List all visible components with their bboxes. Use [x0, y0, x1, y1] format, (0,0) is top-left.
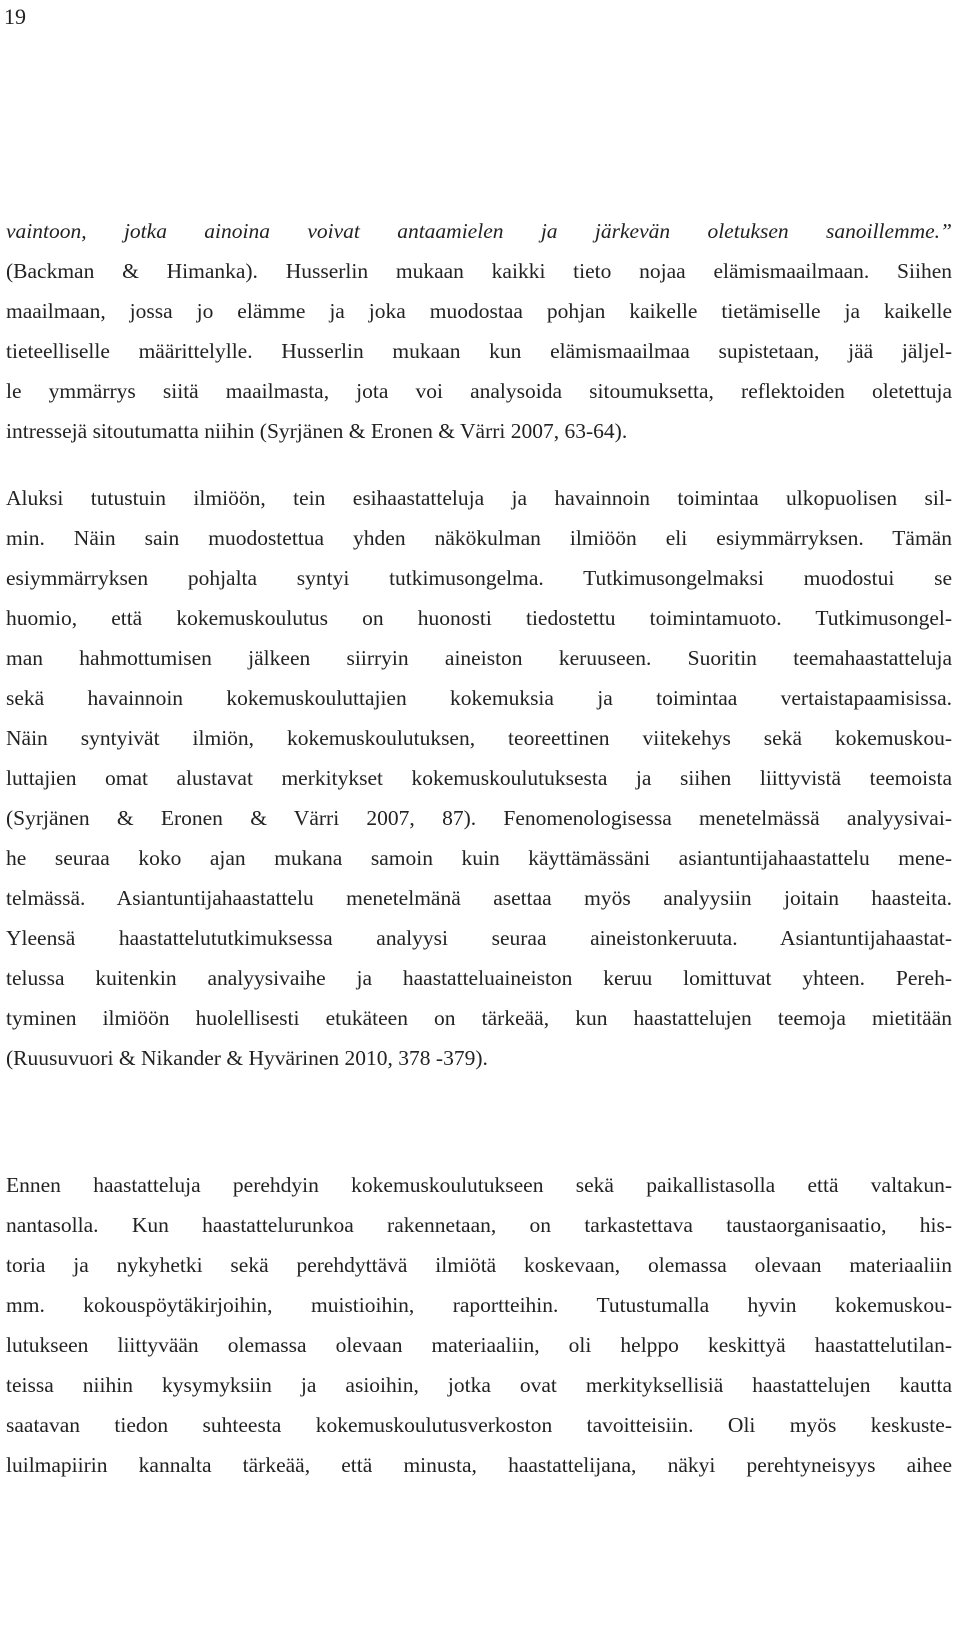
- text-line: Ennen haastatteluja perehdyin kokemuskoulutukseen sekä paikallistasolla että valtakun-: [6, 1173, 952, 1197]
- text-line: huomio, että kokemuskoulutus on huonosti tiedostettu toimintamuoto. Tutkimusongel-: [6, 606, 952, 630]
- text-line: le ymmärrys siitä maailmasta, jota voi analysoida sitoumuksetta, reflektoiden oletettuja: [6, 379, 952, 403]
- text-line: tieteelliselle määrittelylle. Husserlin mukaan kun elämismaailmaa supistetaan, jää jäljel-: [6, 339, 952, 363]
- text-line: maailmaan, jossa jo elämme ja joka muodostaa pohjan kaikelle tietämiselle ja kaikelle: [6, 299, 952, 323]
- page-number: 19: [4, 4, 26, 29]
- text-line: (Ruusuvuori & Nikander & Hyvärinen 2010, 378 -379).: [6, 1046, 488, 1070]
- text-line: toria ja nykyhetki sekä perehdyttävä ilmiötä koskevaan, olemassa olevaan materiaaliin: [6, 1253, 952, 1277]
- paragraph-gap: [6, 1078, 952, 1165]
- text-line: man hahmottumisen jälkeen siirryin aineiston keruuseen. Suoritin teemahaastatteluja: [6, 646, 952, 670]
- paragraph: [6, 211, 952, 451]
- text-line: mm. kokouspöytäkirjoihin, muistioihin, raportteihin. Tutustumalla hyvin kokemuskou-: [6, 1293, 952, 1317]
- text-line: Yleensä haastattelututkimuksessa analyysi seuraa aineistonkeruuta. Asiantuntijahaastat-: [6, 926, 952, 950]
- text-line: luttajien omat alustavat merkitykset kokemuskoulutuksesta ja siihen liittyvistä teemoista: [6, 766, 952, 790]
- paragraph: [6, 1165, 952, 1485]
- document-body: [6, 211, 952, 1485]
- text-line: telussa kuitenkin analyysivaihe ja haastatteluaineiston keruu lomittuvat yhteen. Pereh-: [6, 966, 952, 990]
- text-line: Näin syntyivät ilmiön, kokemuskoulutuksen, teoreettinen viitekehys sekä kokemuskou-: [6, 726, 952, 750]
- text-line: he seuraa koko ajan mukana samoin kuin käyttämässäni asiantuntijahaastattelu mene-: [6, 846, 952, 870]
- paragraph: [6, 478, 952, 1078]
- text-line: tyminen ilmiöön huolellisesti etukäteen on tärkeää, kun haastattelujen teemoja mietitään: [6, 1006, 952, 1030]
- text-line: (Syrjänen & Eronen & Värri 2007, 87). Fenomenologisessa menetelmässä analyysivai-: [6, 806, 952, 830]
- paragraph-gap: [6, 451, 952, 478]
- text-line: esiymmärryksen pohjalta syntyi tutkimusongelma. Tutkimusongelmaksi muodostui se: [6, 566, 952, 590]
- text-line: telmässä. Asiantuntijahaastattelu menetelmänä asettaa myös analyysiin joitain haasteita.: [6, 886, 952, 910]
- text-line: Aluksi tutustuin ilmiöön, tein esihaastatteluja ja havainnoin toimintaa ulkopuolisen sil-: [6, 486, 952, 510]
- text-line: lutukseen liittyvään olemassa olevaan materiaaliin, oli helppo keskittyä haastattelutilan-: [6, 1333, 952, 1357]
- text-line: teissa niihin kysymyksiin ja asioihin, jotka ovat merkityksellisiä haastattelujen kautta: [6, 1373, 952, 1397]
- text-line: (Backman & Himanka). Husserlin mukaan kaikki tieto nojaa elämismaailmaan. Siihen: [6, 259, 952, 283]
- text-line: vaintoon, jotka ainoina voivat antaamielen ja järkevän oletuksen sanoillemme.”: [6, 219, 952, 243]
- text-line: saatavan tiedon suhteesta kokemuskoulutusverkoston tavoitteisiin. Oli myös keskuste-: [6, 1413, 952, 1437]
- text-line: nantasolla. Kun haastattelurunkoa rakennetaan, on tarkastettava taustaorganisaatio, his-: [6, 1213, 952, 1237]
- text-line: min. Näin sain muodostettua yhden näkökulman ilmiöön eli esiymmärryksen. Tämän: [6, 526, 952, 550]
- text-line: sekä havainnoin kokemuskouluttajien kokemuksia ja toimintaa vertaistapaamisissa.: [6, 686, 952, 710]
- text-line: intressejä sitoutumatta niihin (Syrjänen & Eronen & Värri 2007, 63-64).: [6, 419, 628, 443]
- text-line: luilmapiirin kannalta tärkeää, että minusta, haastattelijana, näkyi perehtyneisyys aihee: [6, 1453, 952, 1477]
